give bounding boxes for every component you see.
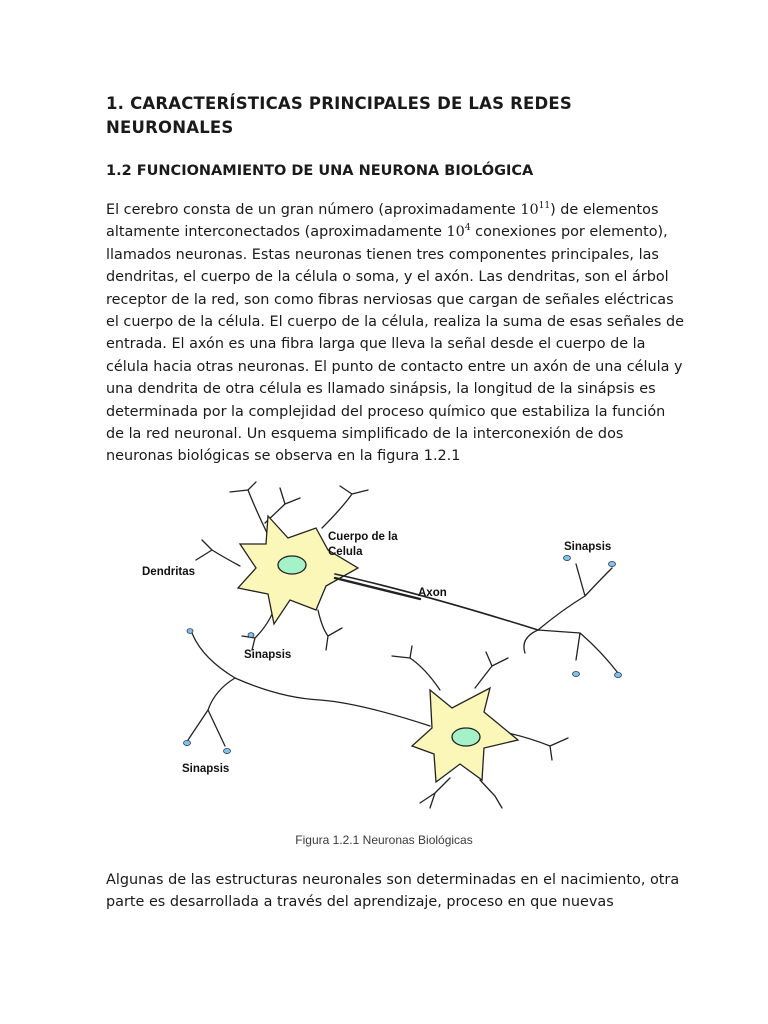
neuron-nucleus-2 <box>452 728 480 746</box>
second-paragraph <box>106 869 680 914</box>
dendrite-branch <box>230 482 268 535</box>
synapse-knob <box>224 748 231 753</box>
neuron-nucleus-1 <box>278 556 306 574</box>
label-synapse-bottom: Sinapsis <box>182 763 230 775</box>
paragraph-line: receptor de la red, son como fibras nerviosas que cargan de señales eléctricas <box>106 291 674 308</box>
paragraph-line: Algunas de las estructuras neuronales son determinadas en el nacimiento, otra <box>106 872 680 888</box>
label-cell-body-line-2: Celula <box>328 546 363 558</box>
label-cell-body-line-1: Cuerpo de la <box>328 531 398 543</box>
label-axon: Axon <box>418 587 447 599</box>
paragraph-line: el cuerpo de la célula. El cuerpo de la célula, realiza la suma de esas señales de <box>106 314 684 331</box>
dendrite-branch <box>508 733 568 760</box>
label-synapse-top: Sinapsis <box>564 541 612 553</box>
figure-caption: Figura 1.2.1 Neuronas Biológicas <box>295 833 473 847</box>
neuron-diagram <box>130 478 630 818</box>
connecting-dendrite <box>192 633 430 726</box>
exponent-base: 10 <box>446 224 465 241</box>
paragraph-line: parte es desarrollada a través del aprendizaje, proceso en que nuevas <box>106 894 614 911</box>
text-run: altamente interconectados (aproximadamente <box>106 224 447 241</box>
text-run: ) de elementos <box>550 202 659 218</box>
subsection-title: 1.2 FUNCIONAMIENTO DE UNA NEURONA BIOLÓGICA <box>106 163 534 179</box>
label-synapse-middle: Sinapsis <box>244 649 292 661</box>
section-title <box>106 92 666 140</box>
synapse-knob <box>573 671 580 676</box>
exponent: 4 <box>464 223 471 234</box>
axon-1 <box>335 574 538 630</box>
section-title-line-1: 1. CARACTERÍSTICAS PRINCIPALES DE LAS REDES <box>106 94 572 113</box>
section-title-line-2: NEURONALES <box>106 118 234 137</box>
dendrite-branch <box>196 540 240 566</box>
paragraph-line: célula hacia otras neuronas. El punto de contacto entre un axón de una célula y <box>106 358 683 375</box>
synapse-knob <box>187 629 193 634</box>
dendrite-branch <box>242 606 275 650</box>
paragraph-line: una dendrita de otra célula es llamado sinápsis, la longitud de la sinápsis es <box>106 381 656 398</box>
dendrite-branch <box>475 652 508 688</box>
paragraph-line <box>106 221 668 243</box>
dendrite-branch <box>188 678 235 746</box>
dendrite-branch <box>420 778 450 808</box>
paragraph-line: llamados neuronas. Estas neuronas tienen tres componentes principales, las <box>106 246 659 263</box>
axon-terminals-1 <box>524 564 618 673</box>
paragraph-line: dendritas, el cuerpo de la célula o soma, y el axón. Las dendritas, son el árbol <box>106 269 669 286</box>
dendrite-branch <box>480 780 502 808</box>
synapse-knob <box>615 672 622 677</box>
paragraph-line: determinada por la complejidad del proceso químico que estabiliza la función <box>106 403 666 420</box>
exponent: 11 <box>538 201 551 212</box>
paragraph-line: neuronas biológicas se observa en la figura 1.2.1 <box>106 448 461 465</box>
synapse-knob <box>609 561 616 566</box>
paragraph-line: entrada. El axón es una fibra larga que lleva la señal desde el cuerpo de la <box>106 336 646 353</box>
synapse-knob <box>248 633 254 638</box>
paragraph-line <box>106 199 662 221</box>
dendrite-branch <box>322 486 368 528</box>
label-dendrites: Dendritas <box>142 566 196 578</box>
text-run: conexiones por elemento), <box>470 224 668 241</box>
intro-paragraph <box>106 199 684 468</box>
dendrite-branch <box>318 610 342 650</box>
axon-1-sheath <box>335 578 420 599</box>
text-run: El cerebro consta de un gran número (aproximadamente <box>106 202 521 218</box>
exponent-base: 10 <box>520 202 539 218</box>
dendrite-branch <box>392 646 440 690</box>
synapse-knob <box>184 740 191 745</box>
synapse-knob <box>564 555 571 560</box>
paragraph-line: de la red neuronal. Un esquema simplificado de la interconexión de dos <box>106 426 624 443</box>
